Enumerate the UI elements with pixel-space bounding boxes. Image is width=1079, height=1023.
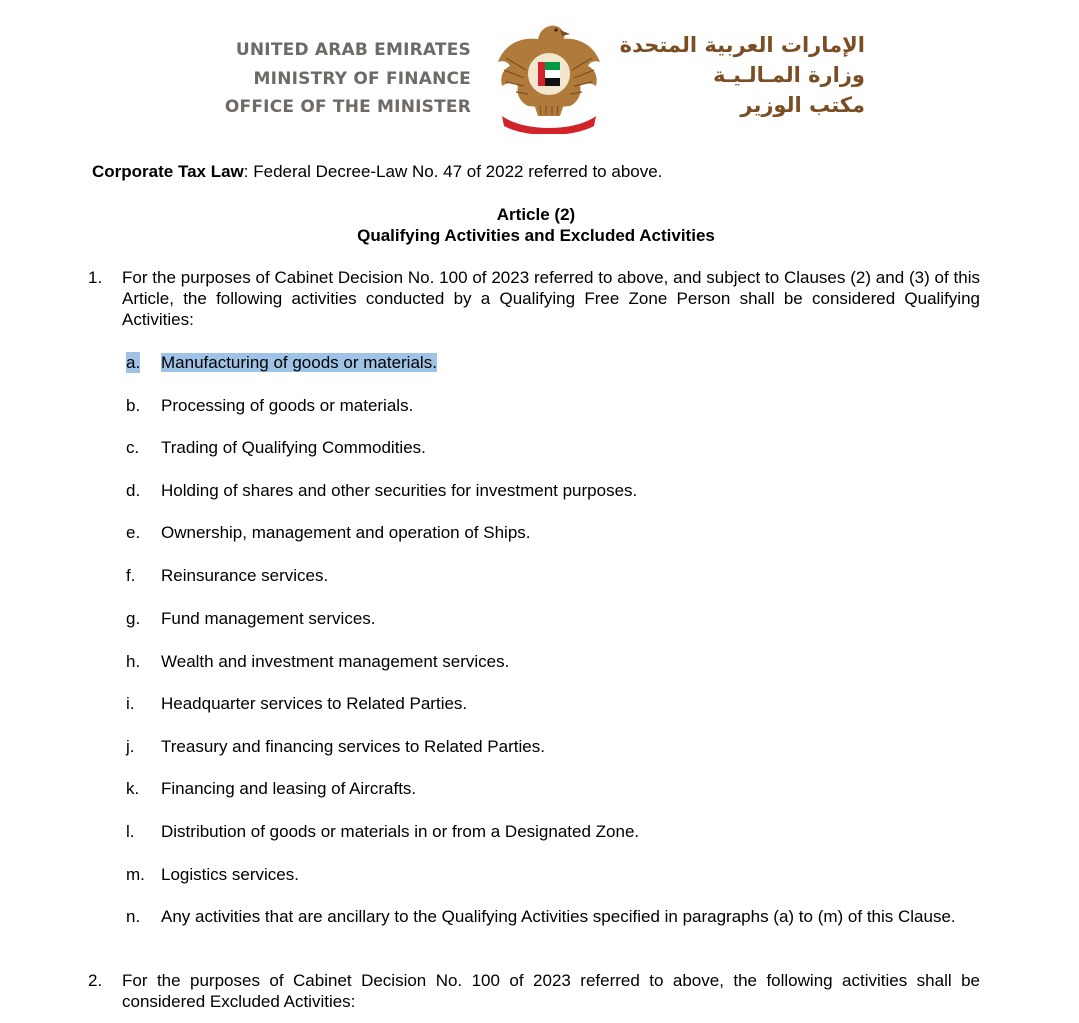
list-item-label: a. <box>126 353 141 372</box>
list-item-text: Logistics services. <box>161 865 299 884</box>
definition-text: : Federal Decree-Law No. 47 of 2022 referred to above. <box>243 162 663 181</box>
letterhead-arabic <box>610 30 865 120</box>
list-item-label: f. <box>126 566 136 585</box>
list-item-text: Any activities that are ancillary to the Qualifying Activities specified in paragraphs (a) to (m) of this Clause. <box>161 907 956 926</box>
list-item-label: j. <box>126 737 135 756</box>
list-item-f <box>126 565 986 586</box>
list-item-label: h. <box>126 652 141 671</box>
list-item-text: Financing and leasing of Aircrafts. <box>161 779 417 798</box>
letterhead <box>0 0 1079 140</box>
list-item-text: Distribution of goods or materials in or from a Designated Zone. <box>161 822 640 841</box>
letterhead-ar-line-ministry: وزارة المـالـيـة <box>713 63 865 87</box>
letterhead-en-line-country: UNITED ARAB EMIRATES <box>235 40 471 60</box>
list-item-text: Reinsurance services. <box>161 566 329 585</box>
letterhead-ar-line-office: مكتب الوزير <box>740 93 865 117</box>
clause-1 <box>88 267 980 330</box>
clause-number: 1. <box>88 268 103 287</box>
letterhead-ar-line-country: الإمارات العربية المتحدة <box>619 33 865 57</box>
list-item-l <box>126 821 986 842</box>
article-heading <box>0 204 1072 246</box>
list-item-label: l. <box>126 822 135 841</box>
list-item-e <box>126 522 986 543</box>
article-number: Article (2) <box>496 205 576 224</box>
list-item-text: Processing of goods or materials. <box>161 396 414 415</box>
clause-number: 2. <box>88 971 103 990</box>
article-title: Qualifying Activities and Excluded Activities <box>357 226 715 245</box>
definition-corporate-tax-law <box>92 161 662 182</box>
list-item-label: n. <box>126 907 141 926</box>
clause-text: For the purposes of Cabinet Decision No. 100 of 2023 referred to above, and subject to Clauses (2) and (3) of this Article, the following activities conducted by a Qualifying Free Zone Person shall be considered Qualifying Activities: <box>122 268 980 329</box>
list-item-text-selected[interactable]: Manufacturing of goods or materials. <box>161 353 437 372</box>
letterhead-en-line-office: OFFICE OF THE MINISTER <box>224 97 471 117</box>
list-item-m <box>126 864 986 885</box>
list-item-text: Trading of Qualifying Commodities. <box>161 438 426 457</box>
list-item-text: Wealth and investment management services. <box>161 652 510 671</box>
list-item-h <box>126 651 986 672</box>
list-item-label: c. <box>126 438 140 457</box>
list-item-i <box>126 693 986 714</box>
list-item-text: Treasury and financing services to Related Parties. <box>161 737 545 756</box>
list-item-k <box>126 778 986 799</box>
list-item-n <box>126 906 981 927</box>
list-item-b <box>126 395 986 416</box>
letterhead-en-line-ministry: MINISTRY OF FINANCE <box>253 68 471 89</box>
list-item-text: Ownership, management and operation of Ships. <box>161 523 531 542</box>
list-item-a[interactable] <box>126 352 986 373</box>
list-item-text: Holding of shares and other securities for investment purposes. <box>161 481 638 500</box>
list-item-label: k. <box>126 779 140 798</box>
list-item-label: d. <box>126 481 141 500</box>
list-item-c <box>126 437 986 458</box>
list-item-text: Fund management services. <box>161 609 376 628</box>
list-item-label: m. <box>126 865 145 884</box>
list-item-label: b. <box>126 396 141 415</box>
list-item-d <box>126 480 986 501</box>
list-item-label: g. <box>126 609 141 628</box>
letterhead-english <box>225 36 471 122</box>
clause-2 <box>88 970 980 1012</box>
list-item-j <box>126 736 986 757</box>
list-item-label: i. <box>126 694 135 713</box>
clause-text: For the purposes of Cabinet Decision No. 100 of 2023 referred to above, the following activities shall be considered Excluded Activities: <box>122 971 980 1011</box>
list-item-label: e. <box>126 523 141 542</box>
list-item-text: Headquarter services to Related Parties. <box>161 694 468 713</box>
uae-emblem-icon <box>494 12 604 134</box>
list-item-g <box>126 608 986 629</box>
definition-term: Corporate Tax Law <box>92 162 244 181</box>
